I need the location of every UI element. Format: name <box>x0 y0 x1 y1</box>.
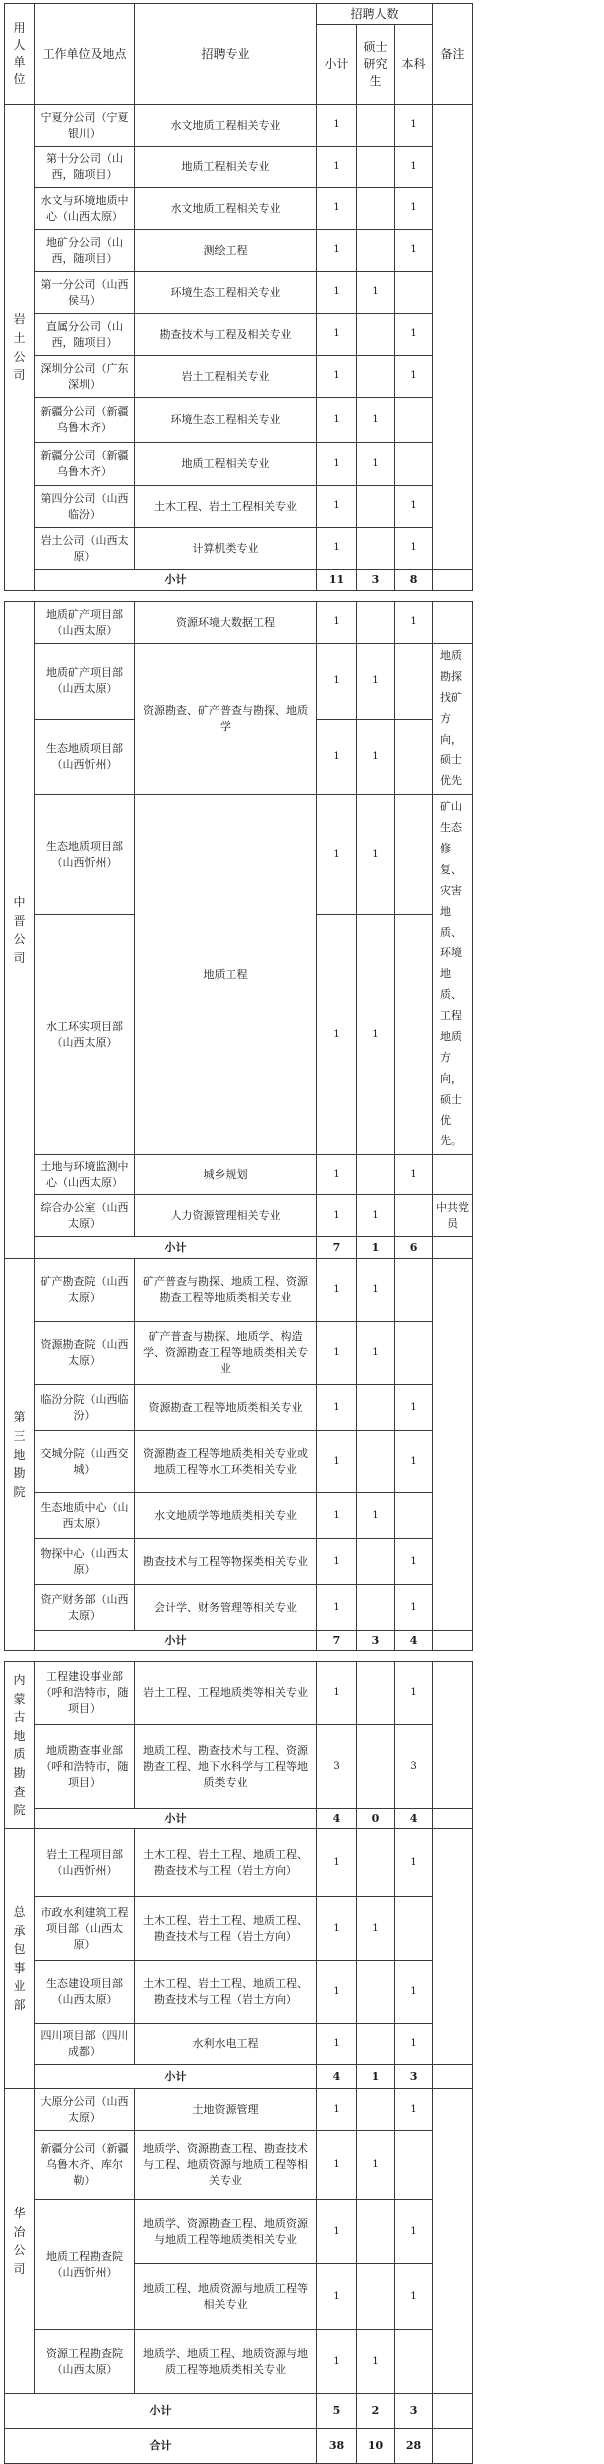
major-cell: 地质工程、地质资源与地质工程等相关专业 <box>135 2264 317 2330</box>
table-row <box>5 188 602 230</box>
major-cell: 水文地质工程相关专业 <box>135 188 317 230</box>
header-note: 备注 <box>433 4 473 105</box>
unit-cell: 水文与环境地质中心（山西太原） <box>35 188 135 230</box>
note-cell <box>433 1237 473 1259</box>
unit-cell: 新疆分公司（新疆乌鲁木齐、库尔勒） <box>35 2131 135 2200</box>
unit-cell: 新疆分公司（新疆乌鲁木齐） <box>35 443 135 486</box>
master-cell: 1 <box>357 795 395 915</box>
bachelor-sum: 4 <box>395 1809 433 1829</box>
header-row <box>5 4 602 25</box>
major-cell: 资源勘查、矿产普查与勘探、地质学 <box>135 644 317 795</box>
bachelor-cell <box>395 644 433 720</box>
major-cell: 资源环境大数据工程 <box>135 602 317 644</box>
note-cell <box>433 1829 473 2065</box>
unit-cell: 大原分公司（山西太原） <box>35 2089 135 2131</box>
major-cell: 土木工程、岩土工程相关专业 <box>135 486 317 528</box>
major-cell: 勘查技术与工程等物探类相关专业 <box>135 1539 317 1585</box>
master-cell <box>357 2200 395 2264</box>
major-cell: 地质工程相关专业 <box>135 147 317 188</box>
bachelor-cell: 1 <box>395 356 433 398</box>
subtotal-cell: 1 <box>317 1539 357 1585</box>
subtotal-cell: 1 <box>317 795 357 915</box>
subtotal-sum: 4 <box>317 2065 357 2089</box>
major-cell: 环境生态工程相关专业 <box>135 272 317 314</box>
table-row <box>5 528 602 570</box>
bachelor-cell: 1 <box>395 2264 433 2330</box>
major-cell: 资源勘查工程等地质类相关专业或地质工程等水工环类相关专业 <box>135 1431 317 1493</box>
master-cell <box>357 1539 395 1585</box>
master-cell: 1 <box>357 1195 395 1237</box>
subtotal-cell: 1 <box>317 719 357 795</box>
master-cell <box>357 602 395 644</box>
master-cell <box>357 147 395 188</box>
major-cell: 人力资源管理相关专业 <box>135 1195 317 1237</box>
unit-cell: 资源勘查院（山西太原） <box>35 1322 135 1385</box>
major-cell: 矿产普查与勘探、地质学、构造学、资源勘查工程等地质类相关专业 <box>135 1322 317 1385</box>
master-sum: 1 <box>357 2065 395 2089</box>
subtotal-cell: 1 <box>317 188 357 230</box>
master-cell <box>357 528 395 570</box>
table-row <box>5 314 602 356</box>
master-cell: 1 <box>357 398 395 443</box>
table-row <box>5 1725 602 1809</box>
company-name: 中晋公司 <box>5 602 35 1259</box>
bachelor-cell: 1 <box>395 528 433 570</box>
subtotal-cell: 1 <box>317 1662 357 1725</box>
subtotal-cell: 1 <box>317 528 357 570</box>
major-cell: 土木工程、岩土工程、地质工程、勘查技术与工程（岩土方向） <box>135 1897 317 1961</box>
subtotal-cell: 1 <box>317 644 357 720</box>
subtotal-sum: 5 <box>317 2394 357 2429</box>
bachelor-cell: 1 <box>395 1585 433 1631</box>
subtotal-row <box>5 570 602 591</box>
header-count: 招聘人数 <box>317 4 433 25</box>
master-cell: 1 <box>357 644 395 720</box>
subtotal-cell: 1 <box>317 398 357 443</box>
total-subtotal: 38 <box>317 2429 357 2464</box>
note-cell: 矿山生态修复、灾害地质、环境地质、工程地质方向，硕士优先。 <box>433 795 473 1155</box>
master-cell <box>357 188 395 230</box>
unit-cell: 生态地质中心（山西太原） <box>35 1493 135 1539</box>
subtotal-cell: 1 <box>317 2089 357 2131</box>
recruitment-table <box>4 3 602 2464</box>
bachelor-sum: 3 <box>395 2065 433 2089</box>
bachelor-sum: 8 <box>395 570 433 591</box>
major-cell: 地质工程 <box>135 795 317 1155</box>
subtotal-cell: 1 <box>317 1829 357 1897</box>
table-row <box>5 486 602 528</box>
total-master: 10 <box>357 2429 395 2464</box>
subtotal-cell: 1 <box>317 1155 357 1195</box>
header-employer: 用人单位 <box>5 4 35 105</box>
table-row <box>5 1897 602 1961</box>
group-gap <box>5 591 602 602</box>
master-cell <box>357 314 395 356</box>
major-cell: 水文地质学等地质类相关专业 <box>135 1493 317 1539</box>
bachelor-cell: 1 <box>395 1539 433 1585</box>
note-cell <box>433 570 473 591</box>
bachelor-cell: 1 <box>395 188 433 230</box>
master-cell <box>357 1961 395 2024</box>
bachelor-cell: 1 <box>395 1662 433 1725</box>
major-cell: 地质学、资源勘查工程、地质资源与地质工程等地质类相关专业 <box>135 2200 317 2264</box>
master-sum: 3 <box>357 570 395 591</box>
bachelor-cell <box>395 272 433 314</box>
unit-cell: 地质勘查事业部（呼和浩特市，随项目） <box>35 1725 135 1809</box>
major-cell: 水文地质工程相关专业 <box>135 105 317 147</box>
subtotal-cell: 1 <box>317 314 357 356</box>
note-cell <box>433 1631 473 1651</box>
table-row <box>5 2200 602 2264</box>
note-cell <box>433 1155 473 1195</box>
table-row <box>5 1493 602 1539</box>
table-row <box>5 398 602 443</box>
table-row <box>5 2089 602 2131</box>
header-unit: 工作单位及地点 <box>35 4 135 105</box>
bachelor-cell <box>395 795 433 915</box>
major-cell: 土木工程、岩土工程、地质工程、勘查技术与工程（岩土方向） <box>135 1961 317 2024</box>
bachelor-cell <box>395 915 433 1155</box>
bachelor-cell <box>395 1195 433 1237</box>
bachelor-cell: 1 <box>395 2089 433 2131</box>
bachelor-cell: 1 <box>395 147 433 188</box>
table-row <box>5 1155 602 1195</box>
note-cell <box>433 1259 473 1631</box>
master-cell: 1 <box>357 272 395 314</box>
subtotal-label: 小计 <box>35 1631 317 1651</box>
bachelor-cell: 1 <box>395 602 433 644</box>
master-cell <box>357 2264 395 2330</box>
major-cell: 水利水电工程 <box>135 2024 317 2065</box>
unit-cell: 宁夏分公司（宁夏银川） <box>35 105 135 147</box>
subtotal-cell: 1 <box>317 2024 357 2065</box>
major-cell: 计算机类专业 <box>135 528 317 570</box>
unit-cell: 地质矿产项目部（山西太原） <box>35 644 135 720</box>
note-cell: 中共党员 <box>433 1195 473 1237</box>
unit-cell: 深圳分公司（广东深圳） <box>35 356 135 398</box>
unit-cell: 资源工程勘查院（山西太原） <box>35 2330 135 2394</box>
unit-cell: 地质矿产项目部（山西太原） <box>35 602 135 644</box>
major-cell: 地质学、地质工程、地质资源与地质工程等地质类相关专业 <box>135 2330 317 2394</box>
table-row <box>5 1385 602 1431</box>
master-cell: 1 <box>357 1493 395 1539</box>
major-cell: 地质工程、勘查技术与工程、资源勘查工程、地下水科学与工程等地质类专业 <box>135 1725 317 1809</box>
unit-cell: 交城分院（山西交城） <box>35 1431 135 1493</box>
master-cell <box>357 1385 395 1431</box>
master-cell: 1 <box>357 1322 395 1385</box>
unit-cell: 物探中心（山西太原） <box>35 1539 135 1585</box>
table-row <box>5 795 602 915</box>
unit-cell: 第一分公司（山西侯马） <box>35 272 135 314</box>
table-row <box>5 230 602 272</box>
major-cell: 土木工程、岩土工程、地质工程、勘查技术与工程（岩土方向） <box>135 1829 317 1897</box>
master-cell <box>357 2024 395 2065</box>
bachelor-cell: 1 <box>395 230 433 272</box>
subtotal-cell: 1 <box>317 486 357 528</box>
master-cell: 1 <box>357 915 395 1155</box>
bachelor-cell: 3 <box>395 1725 433 1809</box>
master-cell <box>357 2089 395 2131</box>
master-cell <box>357 1829 395 1897</box>
subtotal-row <box>5 1809 602 1829</box>
bachelor-cell: 1 <box>395 1431 433 1493</box>
table-row <box>5 644 602 720</box>
unit-cell: 岩土工程项目部（山西忻州） <box>35 1829 135 1897</box>
company-name: 岩土公司 <box>5 105 35 591</box>
total-row <box>5 2429 602 2464</box>
bachelor-cell <box>395 1897 433 1961</box>
bachelor-cell: 1 <box>395 1385 433 1431</box>
major-cell: 环境生态工程相关专业 <box>135 398 317 443</box>
bachelor-cell: 1 <box>395 486 433 528</box>
total-label: 合计 <box>5 2429 317 2464</box>
subtotal-cell: 1 <box>317 1431 357 1493</box>
unit-cell: 工程建设事业部（呼和浩特市，随项目） <box>35 1662 135 1725</box>
master-cell <box>357 105 395 147</box>
unit-cell: 矿产勘查院（山西太原） <box>35 1259 135 1322</box>
subtotal-cell: 1 <box>317 443 357 486</box>
subtotal-cell: 1 <box>317 2264 357 2330</box>
master-sum: 0 <box>357 1809 395 1829</box>
company-name: 内蒙古地质勘查院 <box>5 1662 35 1829</box>
subtotal-label: 小计 <box>35 1237 317 1259</box>
table-row <box>5 2330 602 2394</box>
table-row <box>5 1829 602 1897</box>
subtotal-row <box>5 1631 602 1651</box>
unit-cell: 直属分公司（山西，随项目） <box>35 314 135 356</box>
bachelor-cell <box>395 1322 433 1385</box>
bachelor-cell <box>395 1493 433 1539</box>
subtotal-cell: 1 <box>317 1585 357 1631</box>
company-name: 总承包事业部 <box>5 1829 35 2089</box>
subtotal-cell: 1 <box>317 230 357 272</box>
table-row <box>5 1961 602 2024</box>
master-cell: 1 <box>357 2131 395 2200</box>
master-cell <box>357 1155 395 1195</box>
master-cell: 1 <box>357 2330 395 2394</box>
header-master: 硕士研究生 <box>357 25 395 105</box>
subtotal-cell: 3 <box>317 1725 357 1809</box>
master-cell <box>357 486 395 528</box>
master-cell <box>357 356 395 398</box>
unit-cell: 水工环实项目部（山西太原） <box>35 915 135 1155</box>
note-cell <box>433 1809 473 1829</box>
subtotal-cell: 1 <box>317 105 357 147</box>
table-row <box>5 1431 602 1493</box>
subtotal-cell: 1 <box>317 356 357 398</box>
subtotal-label: 小计 <box>35 570 317 591</box>
master-cell <box>357 230 395 272</box>
master-cell: 1 <box>357 443 395 486</box>
bachelor-cell: 1 <box>395 1829 433 1897</box>
master-cell: 1 <box>357 1897 395 1961</box>
unit-cell: 生态建设项目部（山西太原） <box>35 1961 135 2024</box>
subtotal-cell: 1 <box>317 2200 357 2264</box>
subtotal-cell: 1 <box>317 2330 357 2394</box>
major-cell: 测绘工程 <box>135 230 317 272</box>
major-cell: 岩土工程相关专业 <box>135 356 317 398</box>
table-row <box>5 1662 602 1725</box>
subtotal-row <box>5 2394 602 2429</box>
bachelor-cell: 1 <box>395 105 433 147</box>
master-sum: 1 <box>357 1237 395 1259</box>
subtotal-cell: 1 <box>317 1259 357 1322</box>
unit-cell: 地矿分公司（山西，随项目） <box>35 230 135 272</box>
table-row <box>5 443 602 486</box>
bachelor-cell: 1 <box>395 1961 433 2024</box>
unit-cell: 综合办公室（山西太原） <box>35 1195 135 1237</box>
unit-cell: 市政水利建筑工程项目部（山西太原） <box>35 1897 135 1961</box>
subtotal-cell: 1 <box>317 1385 357 1431</box>
bachelor-sum: 4 <box>395 1631 433 1651</box>
subtotal-cell: 1 <box>317 272 357 314</box>
subtotal-cell: 1 <box>317 602 357 644</box>
table-row <box>5 1539 602 1585</box>
note-cell <box>433 2089 473 2394</box>
major-cell: 矿产普查与勘探、地质工程、资源勘查工程等地质类相关专业 <box>135 1259 317 1322</box>
subtotal-sum: 4 <box>317 1809 357 1829</box>
major-cell: 勘查技术与工程及相关专业 <box>135 314 317 356</box>
unit-cell: 生态地质项目部（山西忻州） <box>35 795 135 915</box>
bachelor-cell <box>395 443 433 486</box>
master-cell: 1 <box>357 1259 395 1322</box>
major-cell: 地质学、资源勘查工程、勘查技术与工程、地质资源与地质工程等相关专业 <box>135 2131 317 2200</box>
note-cell <box>433 602 473 644</box>
header-major: 招聘专业 <box>135 4 317 105</box>
bachelor-cell <box>395 2330 433 2394</box>
group-gap <box>5 1651 602 1662</box>
bachelor-cell <box>395 398 433 443</box>
master-sum: 2 <box>357 2394 395 2429</box>
company-name: 华冶公司 <box>5 2089 35 2394</box>
table-row <box>5 1195 602 1237</box>
table-row <box>5 2024 602 2065</box>
bachelor-cell: 1 <box>395 2024 433 2065</box>
unit-cell: 地质工程勘查院（山西忻州） <box>35 2200 135 2330</box>
bachelor-sum: 6 <box>395 1237 433 1259</box>
bachelor-cell <box>395 1259 433 1322</box>
subtotal-cell: 1 <box>317 147 357 188</box>
subtotal-cell: 1 <box>317 1195 357 1237</box>
subtotal-sum: 7 <box>317 1237 357 1259</box>
header-subtotal: 小计 <box>317 25 357 105</box>
unit-cell: 第四分公司（山西临汾） <box>35 486 135 528</box>
note-cell <box>433 105 473 570</box>
table-row <box>5 272 602 314</box>
company-name: 第三地勘院 <box>5 1259 35 1651</box>
unit-cell: 资产财务部（山西太原） <box>35 1585 135 1631</box>
table-row <box>5 1259 602 1322</box>
bachelor-cell: 1 <box>395 2200 433 2264</box>
subtotal-cell: 1 <box>317 2131 357 2200</box>
table-row <box>5 602 602 644</box>
subtotal-cell: 1 <box>317 915 357 1155</box>
bachelor-sum: 3 <box>395 2394 433 2429</box>
subtotal-sum: 11 <box>317 570 357 591</box>
master-cell <box>357 1725 395 1809</box>
subtotal-cell: 1 <box>317 1493 357 1539</box>
subtotal-cell: 1 <box>317 1897 357 1961</box>
major-cell: 岩土工程、工程地质类等相关专业 <box>135 1662 317 1725</box>
master-cell <box>357 1431 395 1493</box>
major-cell: 城乡规划 <box>135 1155 317 1195</box>
table-row <box>5 1585 602 1631</box>
subtotal-sum: 7 <box>317 1631 357 1651</box>
table-row <box>5 1322 602 1385</box>
subtotal-row <box>5 2065 602 2089</box>
note-cell <box>433 2065 473 2089</box>
major-cell: 会计学、财务管理等相关专业 <box>135 1585 317 1631</box>
master-cell: 1 <box>357 719 395 795</box>
table-row <box>5 356 602 398</box>
subtotal-label: 小计 <box>5 2394 317 2429</box>
note-cell <box>433 1662 473 1809</box>
unit-cell: 岩土公司（山西太原） <box>35 528 135 570</box>
total-bachelor: 28 <box>395 2429 433 2464</box>
bachelor-cell: 1 <box>395 314 433 356</box>
unit-cell: 土地与环境监测中心（山西太原） <box>35 1155 135 1195</box>
table-row <box>5 105 602 147</box>
master-cell <box>357 1585 395 1631</box>
bachelor-cell <box>395 719 433 795</box>
master-cell <box>357 1662 395 1725</box>
subtotal-row <box>5 1237 602 1259</box>
note-cell <box>433 2394 473 2429</box>
master-sum: 3 <box>357 1631 395 1651</box>
major-cell: 地质工程相关专业 <box>135 443 317 486</box>
note-cell <box>433 2429 473 2464</box>
note-cell: 地质勘探找矿方向，硕士优先 <box>433 644 473 795</box>
subtotal-label: 小计 <box>35 1809 317 1829</box>
unit-cell: 四川项目部（四川成都） <box>35 2024 135 2065</box>
header-bachelor: 本科 <box>395 25 433 105</box>
unit-cell: 临汾分院（山西临汾） <box>35 1385 135 1431</box>
unit-cell: 第十分公司（山西，随项目） <box>35 147 135 188</box>
subtotal-cell: 1 <box>317 1961 357 2024</box>
table-row <box>5 2131 602 2200</box>
subtotal-cell: 1 <box>317 1322 357 1385</box>
major-cell: 资源勘查工程等地质类相关专业 <box>135 1385 317 1431</box>
bachelor-cell <box>395 2131 433 2200</box>
bachelor-cell: 1 <box>395 1155 433 1195</box>
major-cell: 土地资源管理 <box>135 2089 317 2131</box>
unit-cell: 新疆分公司（新疆乌鲁木齐） <box>35 398 135 443</box>
table-row <box>5 147 602 188</box>
unit-cell: 生态地质项目部（山西忻州） <box>35 719 135 795</box>
subtotal-label: 小计 <box>35 2065 317 2089</box>
